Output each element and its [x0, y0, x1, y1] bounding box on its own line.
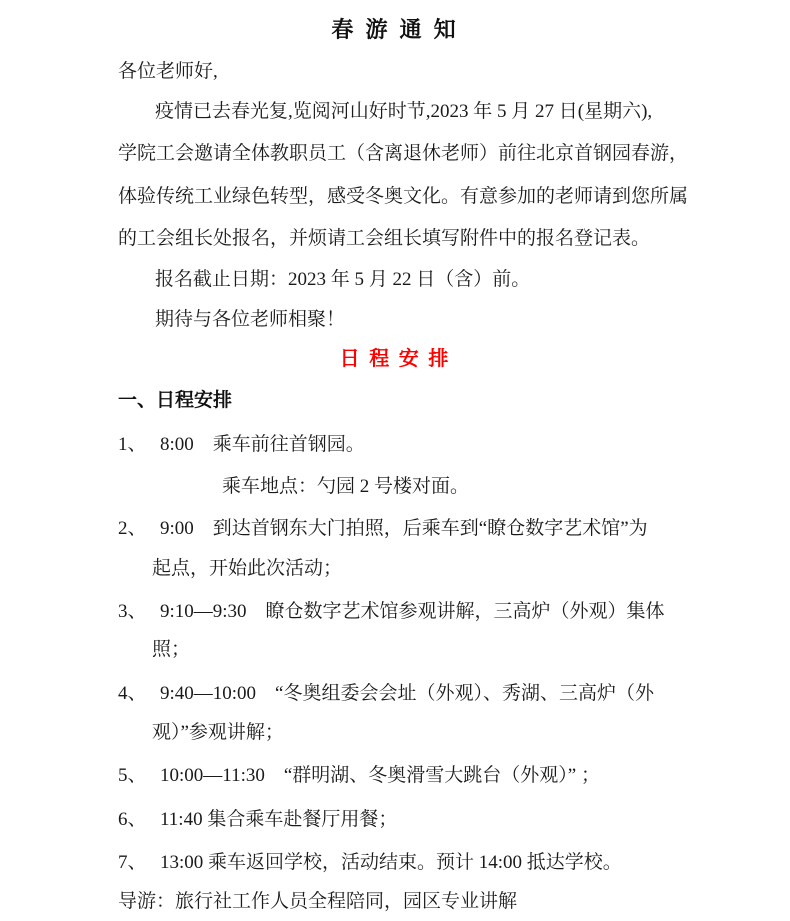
schedule-item-text: 11:40 集合乘车赴餐厅用餐； [160, 809, 398, 830]
schedule-item-number: 1、 [118, 434, 147, 455]
schedule-item-text: 9:10—9:30 瞭仓数字艺术馆参观讲解，三高炉（外观）集体 [160, 601, 665, 622]
schedule-item-number: 7、 [118, 852, 147, 873]
page-title: 春 游 通 知 [331, 17, 459, 42]
schedule-item-number: 4、 [118, 683, 147, 704]
schedule-item-number: 6、 [118, 809, 147, 830]
guide-line: 导游：旅行社工作人员全程陪同，园区专业讲解 [118, 891, 518, 912]
intro-line-4: 的工会组长处报名，并烦请工会组长填写附件中的报名登记表。 [118, 228, 651, 249]
closing-line: 期待与各位老师相聚！ [155, 309, 346, 330]
section-heading: 一、日程安排 [118, 390, 233, 411]
schedule-item-text: 9:40—10:00 “冬奥组委会会址（外观）、秀湖、三高炉（外 [160, 683, 654, 704]
boarding-point-line: 乘车地点：勺园 2 号楼对面。 [222, 476, 470, 497]
intro-line-1: 疫情已去春光复,览阅河山好时节,2023 年 5 月 27 日(星期六), [155, 101, 653, 122]
schedule-item-text: 8:00 乘车前往首钢园。 [160, 434, 365, 455]
schedule-item-number: 3、 [118, 601, 147, 622]
schedule-item-continuation: 观）”参观讲解； [152, 722, 284, 743]
schedule-item-continuation: 照； [152, 639, 191, 660]
schedule-item-text: 9:00 到达首钢东大门拍照，后乘车到“瞭仓数字艺术馆”为 [160, 518, 648, 539]
schedule-item-text: 10:00—11:30 “群明湖、冬奥滑雪大跳台（外观）” ； [160, 765, 600, 786]
schedule-item-number: 2、 [118, 518, 147, 539]
greeting-line: 各位老师好, [118, 61, 218, 82]
intro-line-2: 学院工会邀请全体教职员工（含离退休老师）前往北京首钢园春游， [118, 143, 689, 164]
intro-line-3: 体验传统工业绿色转型，感受冬奥文化。有意参加的老师请到您所属 [118, 186, 689, 207]
schedule-heading: 日 程 安 排 [339, 348, 451, 370]
schedule-item-continuation: 起点，开始此次活动； [152, 558, 343, 579]
deadline-line: 报名截止日期：2023 年 5 月 22 日（含）前。 [155, 269, 531, 290]
schedule-item-number: 5、 [118, 765, 147, 786]
schedule-item-text: 13:00 乘车返回学校，活动结束。预计 14:00 抵达学校。 [160, 852, 622, 873]
